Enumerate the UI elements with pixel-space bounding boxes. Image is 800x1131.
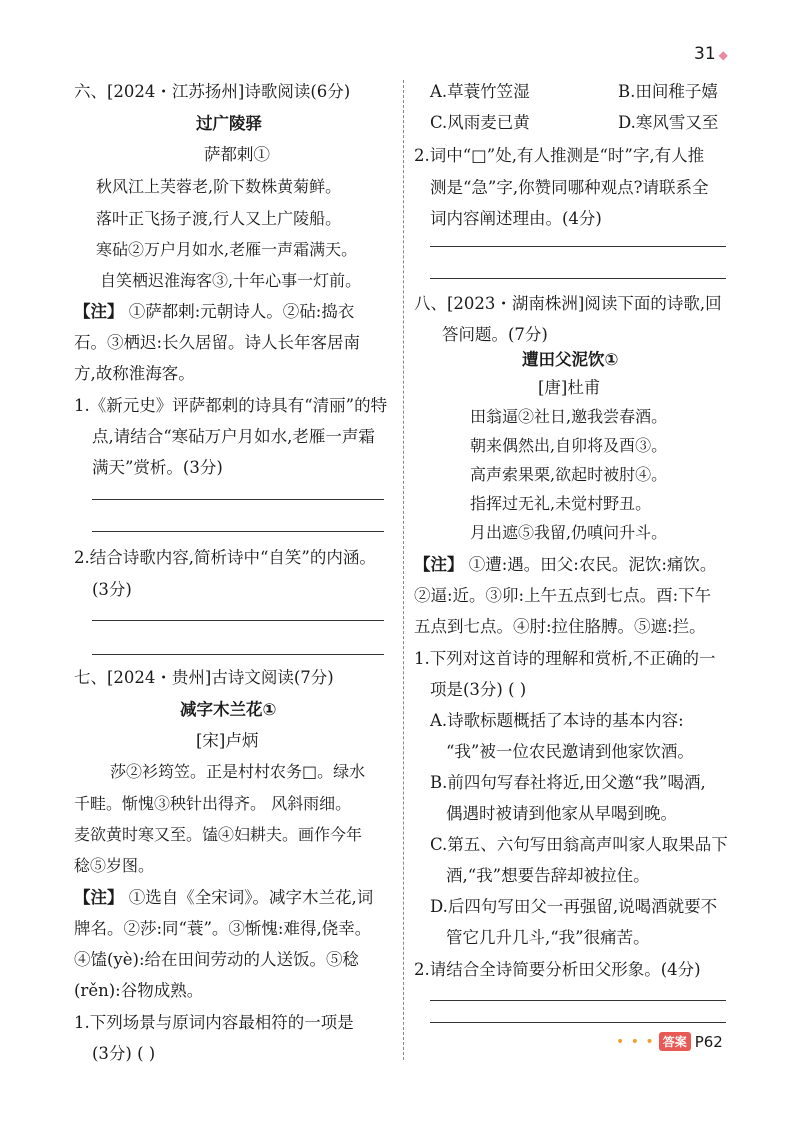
option-c[interactable]: C.风雨麦已黄 <box>430 113 530 132</box>
poem-line: 指挥过无礼,未觉村野丑。 <box>470 494 652 513</box>
note-text: 方,故称淮海客。 <box>74 364 195 383</box>
section-6-poem-title: 过广陵驿 <box>196 114 262 133</box>
note-text: ①萨都剌:元朝诗人。②砧:捣衣 <box>123 302 355 321</box>
answer-line[interactable] <box>430 246 726 247</box>
question-2-cont: 词内容阐述理由。(4分) <box>430 209 602 228</box>
option-b[interactable]: B.田间稚子嬉 <box>618 82 718 101</box>
question-1-cont: 点,请结合“寒砧万户月如水,老雁一声霜 <box>92 427 375 446</box>
option-b-cont: 偶遇时被请到他家从早喝到晚。 <box>446 804 677 823</box>
note-tag: 【注】 <box>74 302 124 321</box>
question-1-cont: 项是(3分) ( ) <box>430 680 527 699</box>
ci-line: 麦欲黄时寒又至。馌④妇耕夫。画作今年 <box>74 825 363 844</box>
question-1-cont: (3分) ( ) <box>92 1044 156 1063</box>
question-2: 2.词中“□”处,有人推测是“时”字,有人推 <box>414 146 705 165</box>
section-7-header: 七、[2024・贵州]古诗文阅读(7分) <box>74 668 334 687</box>
section-7-author: [宋]卢炳 <box>196 731 259 750</box>
option-a[interactable]: A.草蓑竹笠湿 <box>430 82 530 101</box>
ci-line: 莎②衫筠笠。正是村村农务□。绿水 <box>110 762 366 781</box>
section-8-poem-title: 遭田父泥饮① <box>522 350 619 369</box>
note-tag: 【注】 <box>74 888 124 907</box>
poem-line: 高声索果栗,欲起时被肘④。 <box>470 465 668 484</box>
section-8-notes <box>414 555 716 575</box>
answer-line[interactable] <box>92 654 384 655</box>
answer-line[interactable] <box>92 531 384 532</box>
option-d[interactable]: D.寒风雪又至 <box>618 113 719 132</box>
question-2-cont: 测是“急”字,你赞同哪种观点?请联系全 <box>430 178 709 197</box>
question-1: 1.下列场景与原词内容最相符的一项是 <box>74 1013 354 1032</box>
option-a[interactable]: A.诗歌标题概括了本诗的基本内容: <box>430 711 684 730</box>
question-1: 1.《新元史》评萨都剌的诗具有“清丽”的特 <box>74 396 388 415</box>
section-7-notes <box>74 888 373 908</box>
note-text: (rěn):谷物成熟。 <box>74 981 204 1000</box>
diamond-icon: ◆ <box>718 48 728 62</box>
question-1-cont: 满天”赏析。(3分) <box>92 458 223 477</box>
answer-line[interactable] <box>92 499 384 500</box>
section-6-notes <box>74 302 354 322</box>
note-text: ④馌(yè):给在田间劳动的人送饭。⑤稔 <box>74 950 360 969</box>
question-2: 2.结合诗歌内容,简析诗中“自笑”的内涵。 <box>74 548 376 567</box>
column-divider <box>403 80 404 1060</box>
option-b[interactable]: B.前四句写春社将近,田父邀“我”喝酒, <box>430 773 706 792</box>
option-d-cont: 管它几升几斗,“我”很痛苦。 <box>446 928 650 947</box>
poem-line: 月出遮⑤我留,仍嗔问升斗。 <box>470 523 668 542</box>
poem-line: 自笑栖迟淮海客③,十年心事一灯前。 <box>100 271 362 290</box>
option-c[interactable]: C.第五、六句写田翁高声叫家人取果品下 <box>430 835 728 854</box>
note-text: ①遭:遇。田父:农民。泥饮:痛饮。 <box>463 555 717 574</box>
section-8-header-cont: 答问题。(7分) <box>442 325 548 344</box>
option-c-cont: 酒,“我”想要告辞却被拉住。 <box>446 866 650 885</box>
note-tag: 【注】 <box>414 555 464 574</box>
option-a-cont: “我”被一位农民邀请到他家饮酒。 <box>446 742 694 761</box>
answer-line[interactable] <box>430 278 726 279</box>
answer-reference[interactable] <box>616 1032 723 1051</box>
question-2: 2.请结合全诗简要分析田父形象。(4分) <box>414 960 701 979</box>
poem-line: 落叶正飞扬子渡,行人又上广陵船。 <box>96 209 342 228</box>
note-text: 五点到七点。④肘:拉住胳膊。⑤遮:拦。 <box>414 617 706 636</box>
question-1: 1.下列对这首诗的理解和赏析,不正确的一 <box>414 649 716 668</box>
answer-line[interactable] <box>92 620 384 621</box>
ci-line: 千畦。惭愧③秧针出得齐。 风斜雨细。 <box>74 794 352 813</box>
poem-line: 田翁逼②社日,邀我尝春酒。 <box>470 407 668 426</box>
note-text: 牌名。②莎:同“蓑”。③惭愧:难得,侥幸。 <box>74 919 372 938</box>
ci-line: 稔⑤岁图。 <box>74 856 155 875</box>
section-6-author: 萨都剌① <box>204 145 270 164</box>
answer-line[interactable] <box>430 1000 726 1001</box>
poem-line: 秋风江上芙蓉老,阶下数株黄菊鲜。 <box>96 177 342 196</box>
poem-line: 寒砧②万户月如水,老雁一声霜满天。 <box>96 240 358 259</box>
option-d[interactable]: D.后四句写田父一再强留,说喝酒就要不 <box>430 897 718 916</box>
question-2-cont: (3分) <box>92 580 132 599</box>
answer-line[interactable] <box>430 1022 726 1023</box>
note-text: ②逼:近。③卯:上午五点到七点。酉:下午 <box>414 586 712 605</box>
answer-page: P62 <box>694 1032 723 1051</box>
note-text: ①选自《全宋词》。减字木兰花,词 <box>123 888 374 907</box>
section-8-header: 八、[2023・湖南株洲]阅读下面的诗歌,回 <box>414 294 722 313</box>
note-text: 石。③栖迟:长久居留。诗人长年客居南 <box>74 333 361 352</box>
dots-decoration: • • • <box>616 1033 655 1050</box>
poem-line: 朝来偶然出,自卯将及酉③。 <box>470 436 668 455</box>
section-7-poem-title: 减字木兰花① <box>180 700 277 719</box>
page-number: 31 ◆ <box>694 44 728 64</box>
section-6-header: 六、[2024・江苏扬州]诗歌阅读(6分) <box>74 82 351 101</box>
section-8-author: [唐]杜甫 <box>538 378 601 397</box>
answer-tag: 答案 <box>659 1032 691 1051</box>
